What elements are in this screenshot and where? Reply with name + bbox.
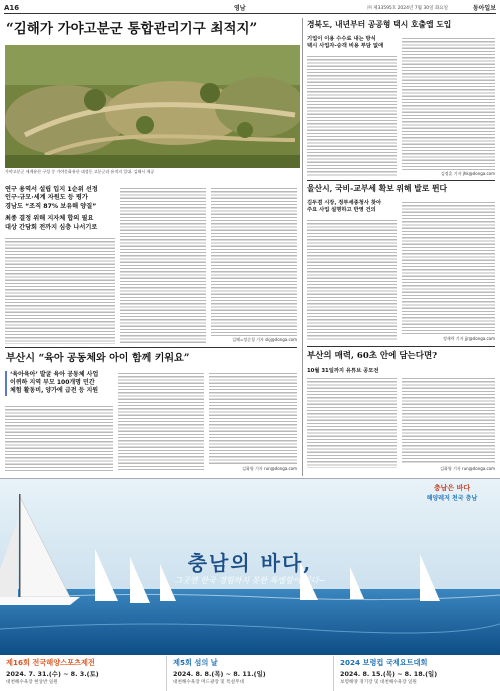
section-name: 영남 xyxy=(234,5,246,12)
lead-byline: 김해=정순경 기자 skj@donga.com xyxy=(232,337,297,342)
ad-logo-line2: 해양레저 천국 충남 xyxy=(426,495,478,502)
lead-body-col1 xyxy=(5,236,115,344)
lead-subhead: 최종 결정 위해 지자체 합의 필요 xyxy=(5,215,94,223)
lead-photo xyxy=(5,45,300,168)
right-low-body-col1 xyxy=(307,376,397,468)
ad-event[interactable] xyxy=(0,656,167,691)
lead-headline: “김해가 가야고분군 통합관리기구 최적지” xyxy=(6,21,258,37)
ad-title: 충남의 바다, xyxy=(187,551,313,575)
right-top-body-col2 xyxy=(402,36,495,170)
ad-event-dates: 2024. 8. 8.(목) ~ 8. 11.(일) xyxy=(173,670,266,678)
lead-subhead: 연구 용역서 설립 입지 1순위 선정 xyxy=(5,186,98,193)
ad-event[interactable] xyxy=(334,656,500,691)
divider xyxy=(5,347,297,348)
right-mid-subhead: 김두겸 시장, 정부세종청사 찾아 xyxy=(307,200,382,206)
right-mid-headline: 울산시, 국비-교부세 확보 위해 발로 뛴다 xyxy=(307,184,448,193)
ad-event-title: 2024 보령컵 국제요트대회 xyxy=(340,658,428,667)
ad-logo-line1: 충남은 바다 xyxy=(433,483,471,492)
ad-subtitle: 그곳엔 한국 경험하지 못한 특별함이 있다~ xyxy=(174,576,326,585)
right-low-kicker: 10월 31일까지 유튜브 공모전 xyxy=(307,368,379,374)
busan-body-col3 xyxy=(209,371,297,465)
page-number: A16 xyxy=(4,3,20,12)
busan-headline: 부산시 “육아 공동체와 아이 함께 키워요” xyxy=(6,353,190,364)
busan-body-col2 xyxy=(118,371,204,472)
page-header xyxy=(4,2,496,14)
ad-event-venue: 대천해수욕장 머드광장 및 특설무대 xyxy=(173,680,244,685)
divider xyxy=(307,180,495,181)
ad-event-venue: 대천해수욕장 현상반 일원 xyxy=(6,680,58,685)
busan-quote-line: ‘육아육아’ 발굴 육아 공동체 사업 xyxy=(10,371,99,378)
right-mid-subheads xyxy=(307,200,397,215)
right-top-byline: 김정훈 기자 jhk@donga.com xyxy=(440,171,495,176)
right-top-subheads xyxy=(307,36,397,51)
right-top-headline: 경북도, 내년부터 공공형 택시 호출앱 도입 xyxy=(307,20,452,29)
ad-event[interactable] xyxy=(167,656,334,691)
lead-subhead: 인구·규모·세계 자원도 등 평가 xyxy=(5,194,88,202)
ad-banner[interactable] xyxy=(0,478,500,691)
right-low-body-col2 xyxy=(402,376,495,464)
lead-body-col3 xyxy=(211,186,297,336)
right-mid-subhead: 주요 사업 설명하고 반영 건의 xyxy=(307,207,376,214)
right-top-body-col1 xyxy=(307,54,397,176)
issue-meta: ㈜ 제33595호 2024년 7월 30일 화요일 xyxy=(367,5,448,11)
divider xyxy=(307,346,495,347)
right-top-subhead: 택시 사업자-승객 비용 부담 없애 xyxy=(307,43,384,50)
ad-event-title: 제5회 섬의 날 xyxy=(173,658,218,667)
lead-subhead: 대상 간담회 전까지 심층 나서기로 xyxy=(5,223,98,231)
ad-event-dates: 2024. 8. 15.(목) ~ 8. 18.(일) xyxy=(340,670,438,678)
busan-quote xyxy=(5,371,113,396)
ad-event-title: 제16회 전국해양스포츠제전 xyxy=(6,658,95,667)
lead-subheads xyxy=(5,186,115,232)
lead-body-col2 xyxy=(120,186,206,344)
busan-quote-line: 이퀴하 지역 부모 100개명 민간 xyxy=(10,379,95,387)
ad-event-list xyxy=(0,656,500,691)
column-rule xyxy=(302,18,303,476)
right-mid-byline: 정재락 기자 jjr@donga.com xyxy=(442,336,495,341)
busan-byline: 김화영 기자 run@donga.com xyxy=(242,466,297,471)
ad-event-venue: 보령해양 경기장 및 대천해수욕장 일원 xyxy=(340,680,417,685)
busan-quote-line: 체험 활동비, 양가에 급전 등 지원 xyxy=(10,387,99,395)
lead-subhead: 경남도 “조직 87% 보유해 양질” xyxy=(5,202,97,210)
ad-logo xyxy=(412,483,492,502)
busan-body-col1 xyxy=(5,404,113,472)
lead-photo-caption: 가야고분군 세계유산 구성 중 가야문화유산 대성동 고분군과 유적지 일대. 김해시 제공 xyxy=(5,169,155,174)
right-low-byline: 김화영 기자 run@donga.com xyxy=(440,466,495,471)
right-mid-body-col1 xyxy=(307,218,397,340)
right-low-headline: 부산의 매력, 60초 안에 담는다면? xyxy=(307,351,438,361)
ad-event-dates: 2024. 7. 31.(수) ~ 8. 3.(토) xyxy=(6,670,99,678)
right-mid-body-col2 xyxy=(402,200,495,334)
newspaper-logo: 동아일보 xyxy=(472,5,496,12)
right-top-subhead: 기업이 이용 수수료 내는 방식 xyxy=(307,36,376,42)
